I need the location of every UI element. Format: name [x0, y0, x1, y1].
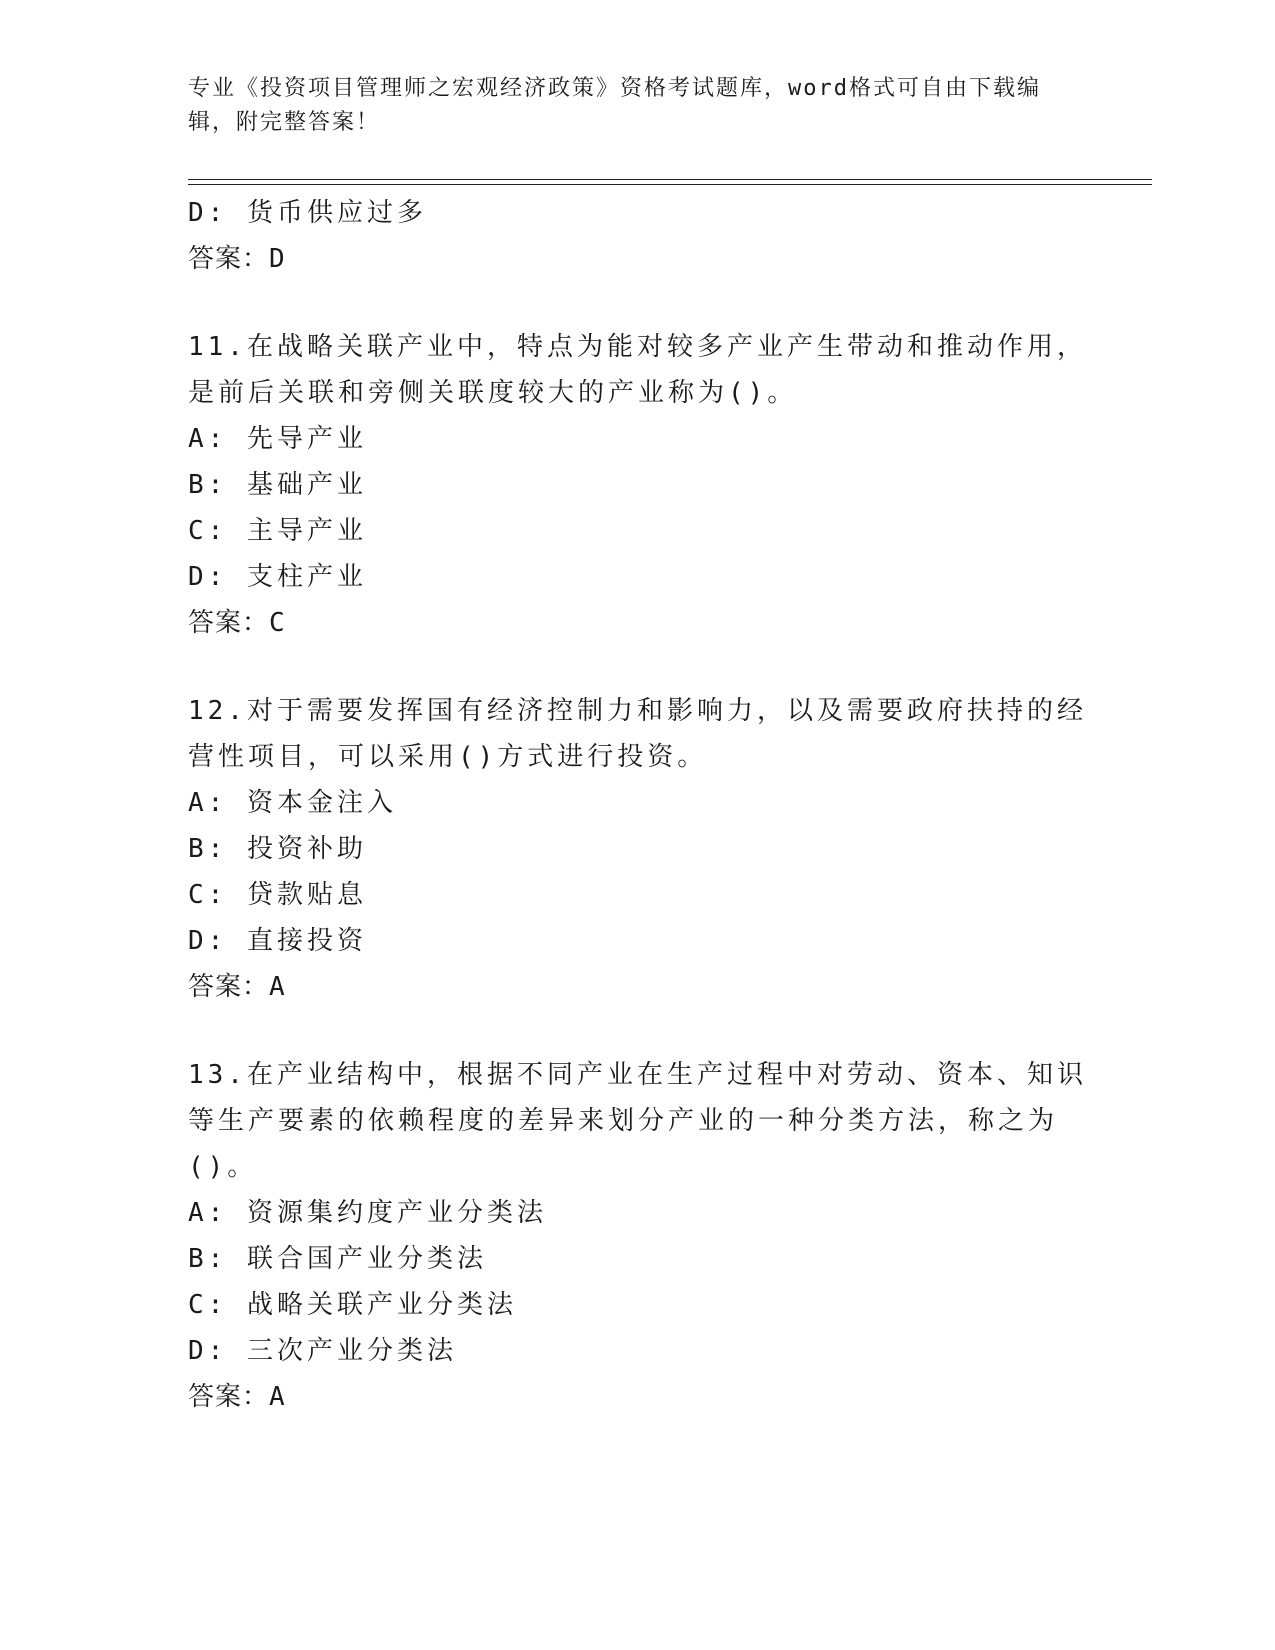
option-a: A: 先导产业: [188, 424, 367, 454]
question-stem: 11.在战略关联产业中，特点为能对较多产业产生带动和推动作用，是前后关联和旁侧关联度较大的产业称为()。: [188, 332, 1087, 408]
option-b: B: 投资补助: [188, 834, 367, 864]
answer-label: 答案：C: [188, 608, 286, 638]
answer-label: 答案：D: [188, 244, 286, 274]
question-11: [188, 324, 1088, 646]
question-list: [188, 190, 1088, 1420]
question-stem: 13.在产业结构中，根据不同产业在生产过程中对劳动、资本、知识等生产要素的依赖程度的差异来划分产业的一种分类方法，称之为()。: [188, 1060, 1087, 1182]
document-header: 专业《投资项目管理师之宏观经济政策》资格考试题库，word格式可自由下载编辑，附完整答案！: [188, 76, 1041, 135]
option-d: D: 三次产业分类法: [188, 1336, 457, 1366]
option-d: D: 直接投资: [188, 926, 367, 956]
option-b: B: 基础产业: [188, 470, 367, 500]
option-a: A: 资源集约度产业分类法: [188, 1198, 547, 1228]
answer-label: 答案：A: [188, 972, 286, 1002]
spacer: [188, 1010, 1088, 1052]
header-divider-bottom: [188, 184, 1152, 185]
spacer: [188, 646, 1088, 688]
option-c: C: 主导产业: [188, 516, 367, 546]
option-d: D: 支柱产业: [188, 562, 367, 592]
option-b: B: 联合国产业分类法: [188, 1244, 487, 1274]
question-stem: 12.对于需要发挥国有经济控制力和影响力，以及需要政府扶持的经营性项目，可以采用()方式进行投资。: [188, 696, 1087, 772]
question-12: [188, 688, 1088, 1010]
answer-label: 答案：A: [188, 1382, 286, 1412]
option-a: A: 资本金注入: [188, 788, 397, 818]
header-divider-top: [188, 179, 1152, 180]
question-13: [188, 1052, 1088, 1420]
spacer: [188, 282, 1088, 324]
option-d: D: 货币供应过多: [188, 198, 427, 228]
option-c: C: 贷款贴息: [188, 880, 367, 910]
option-c: C: 战略关联产业分类法: [188, 1290, 517, 1320]
